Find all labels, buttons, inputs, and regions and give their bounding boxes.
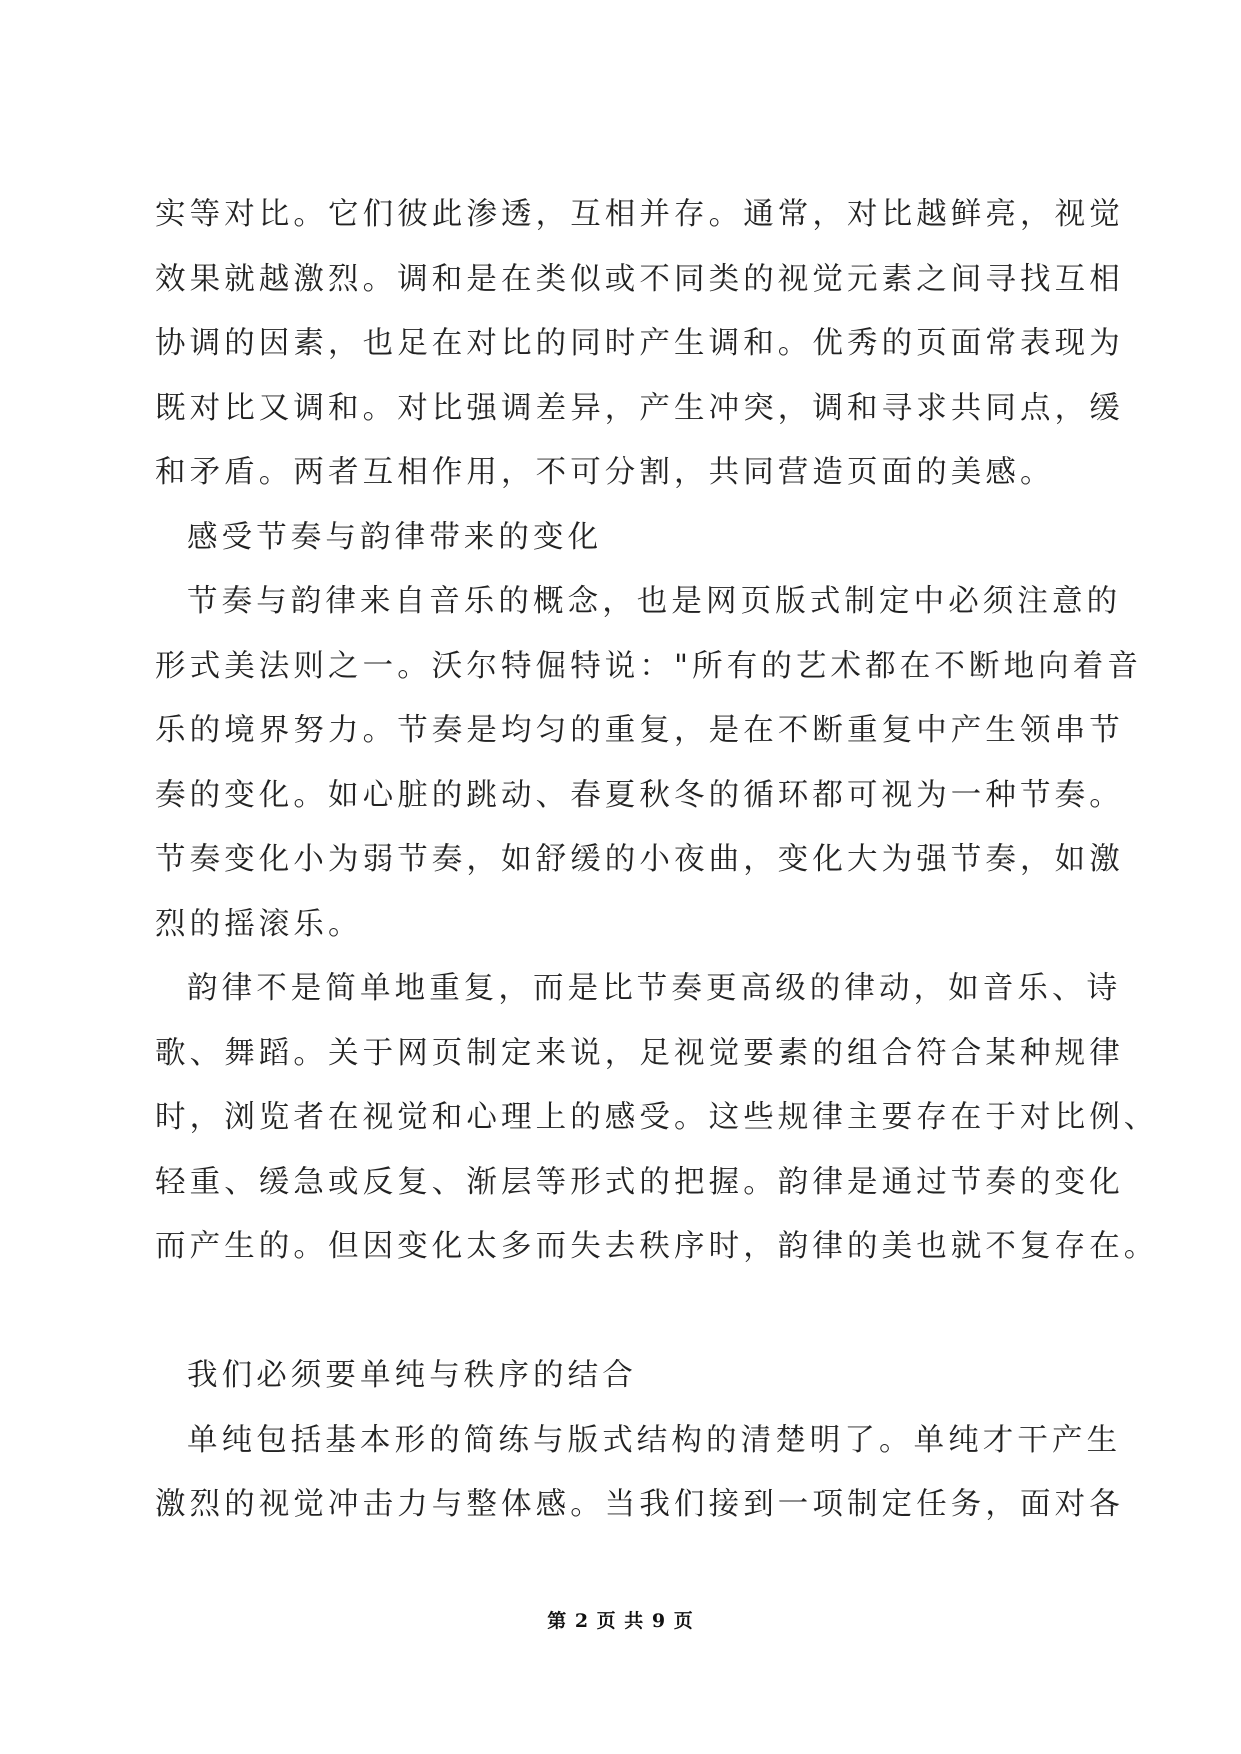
document-body xyxy=(155,183,1159,1538)
page-footer: 第 2 页 共 9 页 xyxy=(547,1610,694,1632)
text-line: 和矛盾。两者互相作用，不可分割，共同营造页面的美感。 xyxy=(155,455,1055,490)
text-line: 奏的变化。如心脏的跳动、春夏秋冬的循环都可视为一种节奏。 xyxy=(155,777,1124,813)
text-line: 乐的境界努力。节奏是均匀的重复，是在不断重复中产生领串节 xyxy=(155,713,1124,748)
text-line: 实等对比。它们彼此渗透，互相并存。通常，对比越鲜亮，视觉 xyxy=(155,197,1124,232)
text-line: 激烈的视觉冲击力与整体感。当我们接到一项制定任务，面对各 xyxy=(155,1487,1124,1522)
text-line: 节奏变化小为弱节奏，如舒缓的小夜曲，变化大为强节奏，如激 xyxy=(155,842,1124,877)
text-line: 韵律不是简单地重复，而是比节奏更高级的律动，如音乐、诗 xyxy=(187,971,1122,1006)
text-line: 轻重、缓急或反复、渐层等形式的把握。韵律是通过节奏的变化 xyxy=(155,1164,1124,1200)
text-line: 时，浏览者在视觉和心理上的感受。这些规律主要存在于对比例、 xyxy=(155,1100,1159,1135)
text-line: 歌、舞蹈。关于网页制定来说，足视觉要素的组合符合某种规律 xyxy=(155,1035,1124,1071)
text-line: 单纯包括基本形的简练与版式结构的清楚明了。单纯才干产生 xyxy=(187,1422,1122,1458)
text-line: 而产生的。但因变化太多而失去秩序时，韵律的美也就不复存在。 xyxy=(155,1229,1159,1264)
text-line: 既对比又调和。对比强调差异，产生冲突，调和寻求共同点，缓 xyxy=(155,390,1124,426)
text-line: 协调的因素，也足在对比的同时产生调和。优秀的页面常表现为 xyxy=(155,326,1124,361)
text-line: 效果就越激烈。调和是在类似或不同类的视觉元素之间寻找互相 xyxy=(155,261,1124,297)
blank-line xyxy=(155,1280,1095,1345)
text-line: 形式美法则之一。沃尔特倔特说："所有的艺术都在不断地向着音 xyxy=(155,648,1142,684)
text-line: 我们必须要单纯与秩序的结合 xyxy=(187,1358,637,1393)
text-line: 节奏与韵律来自音乐的概念，也是网页版式制定中必须注意的 xyxy=(187,584,1122,619)
text-line: 烈的摇滚乐。 xyxy=(155,906,363,942)
text-line: 感受节奏与韵律带来的变化 xyxy=(187,519,603,555)
